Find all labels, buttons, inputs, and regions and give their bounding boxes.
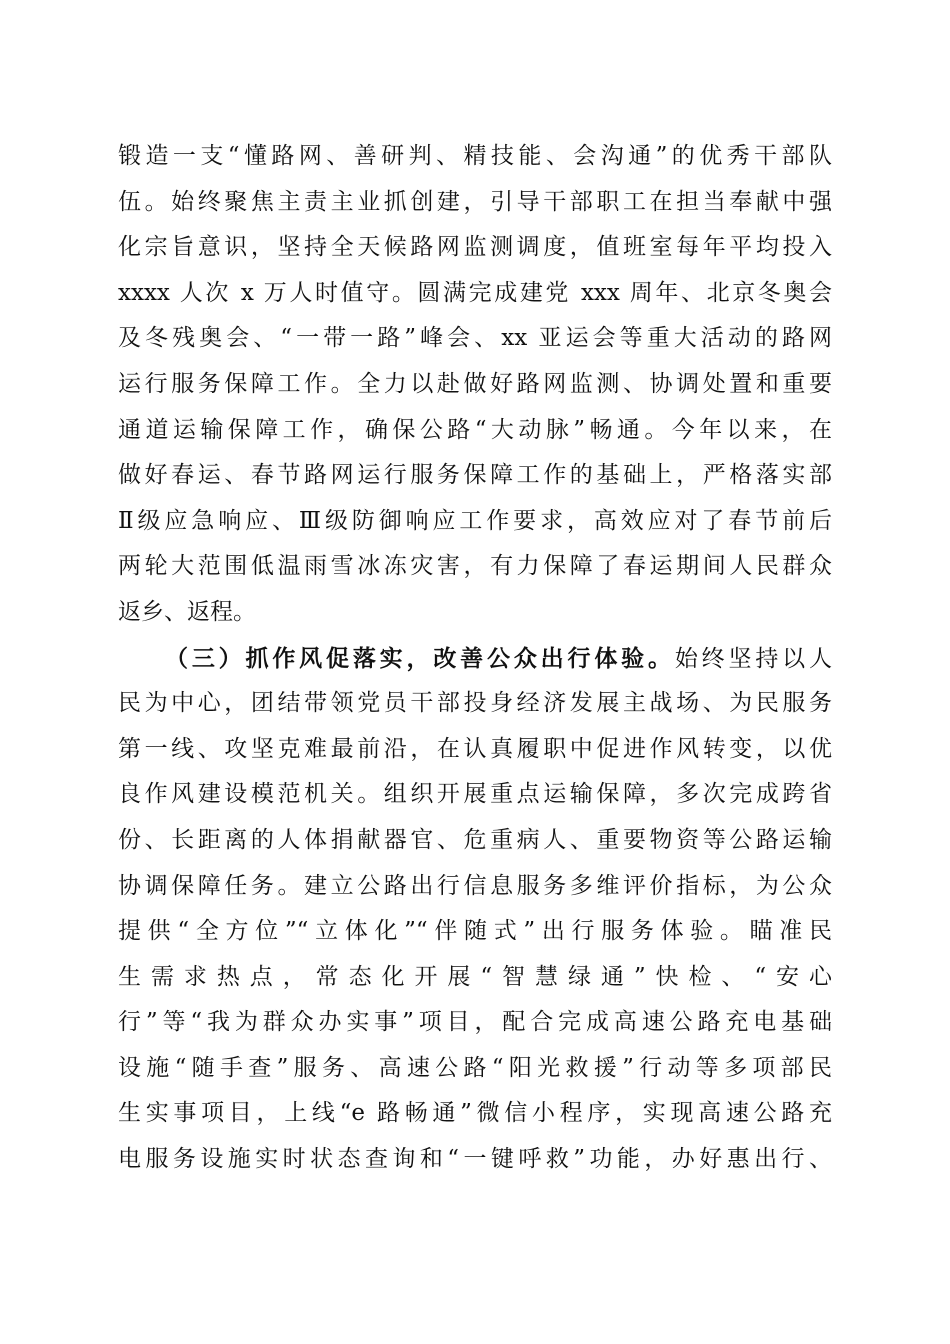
text-line: 通道运输保障工作，确保公路“大动脉”畅通。今年以来，在 xyxy=(118,416,832,443)
section-heading: （三）抓作风促落实，改善公众出行体验。 xyxy=(165,644,675,672)
text-line: 锻造一支“懂路网、善研判、精技能、会沟通”的优秀干部队 xyxy=(118,143,832,169)
text-line: 第一线、攻坚克难最前沿，在认真履职中促进作风转变，以优 xyxy=(118,735,832,762)
text-line: 运行服务保障工作。全力以赴做好路网监测、协调处置和重要 xyxy=(118,370,832,397)
text-line: 电服务设施实时状态查询和“一键呼救”功能，办好惠出行、 xyxy=(118,1146,832,1173)
paragraph-first-line xyxy=(118,636,832,682)
text-line: 设施“随手查”服务、高速公路“阳光救援”行动等多项部民 xyxy=(118,1054,832,1081)
text-line: 及冬残奥会、“一带一路”峰会、xx 亚运会等重大活动的路网 xyxy=(118,325,832,352)
text-line: 两轮大范围低温雨雪冰冻灾害，有力保障了春运期间人民群众 xyxy=(118,553,832,580)
text-line: 协调保障任务。建立公路出行信息服务多维评价指标，为公众 xyxy=(118,872,832,899)
text-line: 化宗旨意识，坚持全天候路网监测调度，值班室每年平均投入 xyxy=(118,234,832,261)
text-line: 良作风建设模范机关。组织开展重点运输保障，多次完成跨省 xyxy=(118,781,832,808)
document-body xyxy=(118,134,832,1183)
text-line: 生实事项目，上线“e 路畅通”微信小程序，实现高速公路充 xyxy=(118,1100,832,1127)
text-run: 始终坚持以人 xyxy=(674,645,833,672)
text-line: 民为中心，团结带领党员干部投身经济发展主战场、为民服务 xyxy=(118,690,832,717)
text-line: 生需求热点，常态化开展“智慧绿通”快检、“安心 xyxy=(118,963,832,990)
text-line: Ⅱ级应急响应、Ⅲ级防御响应工作要求，高效应对了春节前后 xyxy=(118,507,832,534)
text-line: 做好春运、春节路网运行服务保障工作的基础上，严格落实部 xyxy=(118,462,832,489)
text-line: xxxx 人次 x 万人时值守。圆满完成建党 xxx 周年、北京冬奥会 xyxy=(118,279,832,306)
text-line: 行”等“我为群众办实事”项目，配合完成高速公路充电基础 xyxy=(118,1009,832,1036)
text-line: 提供“全方位”“立体化”“伴随式”出行服务体验。瞄准民 xyxy=(118,918,832,945)
paragraph-1 xyxy=(118,134,832,636)
text-line: 份、长距离的人体捐献器官、危重病人、重要物资等公路运输 xyxy=(118,826,832,853)
paragraph-2 xyxy=(118,636,832,1183)
text-line: 返乡、返程。 xyxy=(118,598,256,625)
text-line: 伍。始终聚焦主责主业抓创建，引导干部职工在担当奉献中强 xyxy=(118,188,832,215)
